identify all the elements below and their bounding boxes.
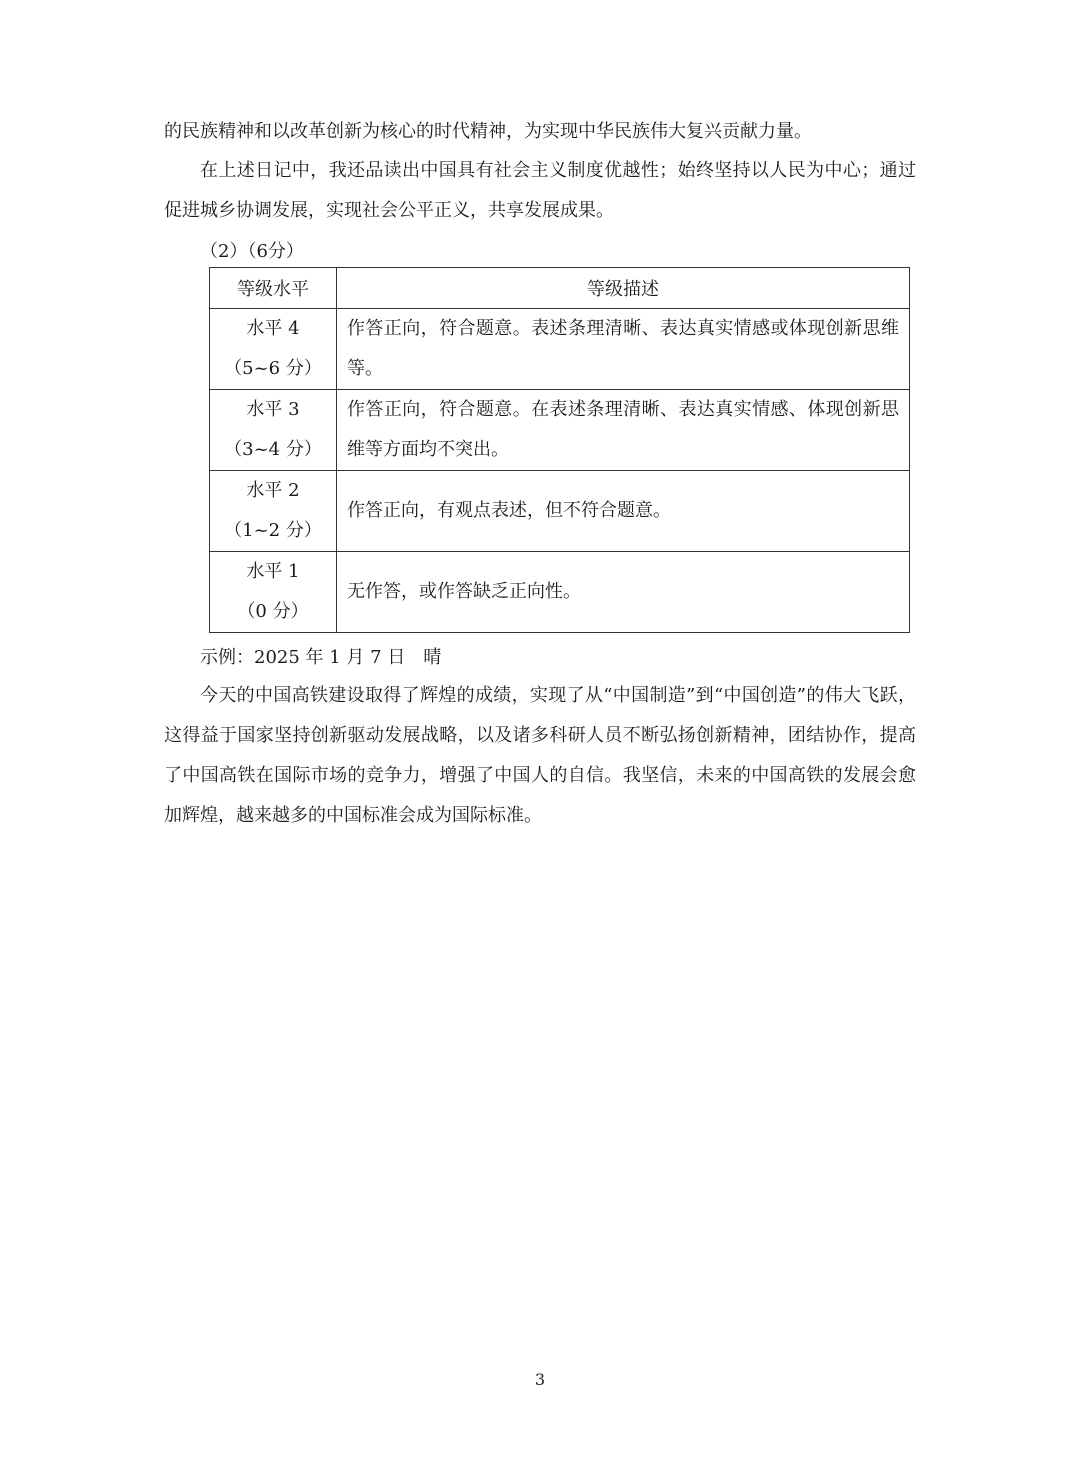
description-cell: 无作答，或作答缺乏正向性。 xyxy=(337,552,910,633)
level-cell xyxy=(210,390,337,471)
example-heading: 示例：2025 年 1 月 7 日 晴 xyxy=(200,647,442,668)
level-score: （1~2 分） xyxy=(224,520,322,541)
page-number: 3 xyxy=(534,1370,546,1389)
table-row xyxy=(210,390,910,471)
table-header-row xyxy=(210,268,910,309)
grading-table xyxy=(209,267,910,633)
section-label: （2）（6分） xyxy=(200,241,304,262)
table-row xyxy=(210,552,910,633)
header-level: 等级水平 xyxy=(210,268,337,309)
paragraph-diary-analysis: 在上述日记中，我还品读出中国具有社会主义制度优越性；始终坚持以人民为中心；通过促进城乡协调发展，实现社会公平正义，共享发展成果。 xyxy=(164,160,916,221)
level-score: （0 分） xyxy=(237,601,309,622)
level-cell xyxy=(210,309,337,390)
level-cell xyxy=(210,471,337,552)
table-row xyxy=(210,309,910,390)
header-description: 等级描述 xyxy=(337,268,910,309)
level-name: 水平 2 xyxy=(246,480,300,501)
description-cell: 作答正向，符合题意。表述条理清晰、表达真实情感或体现创新思维等。 xyxy=(337,309,910,390)
level-name: 水平 4 xyxy=(246,318,300,339)
level-score: （5~6 分） xyxy=(224,358,322,379)
level-name: 水平 3 xyxy=(246,399,300,420)
example-diary-body: 今天的中国高铁建设取得了辉煌的成绩，实现了从“中国制造”到“中国创造”的伟大飞跃，这得益于国家坚持创新驱动发展战略，以及诸多科研人员不断弘扬创新精神，团结协作，提高了中国高铁在国际市场的竞争力，增强了中国人的自信。我坚信，未来的中国高铁的发展会愈加辉煌，越来越多的中国标准会成为国际标准。 xyxy=(164,685,916,826)
level-cell xyxy=(210,552,337,633)
paragraph-continuation: 的民族精神和以改革创新为核心的时代精神，为实现中华民族伟大复兴贡献力量。 xyxy=(164,121,812,142)
description-cell: 作答正向，符合题意。在表述条理清晰、表达真实情感、体现创新思维等方面均不突出。 xyxy=(337,390,910,471)
description-cell: 作答正向，有观点表述，但不符合题意。 xyxy=(337,471,910,552)
level-score: （3~4 分） xyxy=(224,439,322,460)
table-row xyxy=(210,471,910,552)
level-name: 水平 1 xyxy=(246,561,300,582)
